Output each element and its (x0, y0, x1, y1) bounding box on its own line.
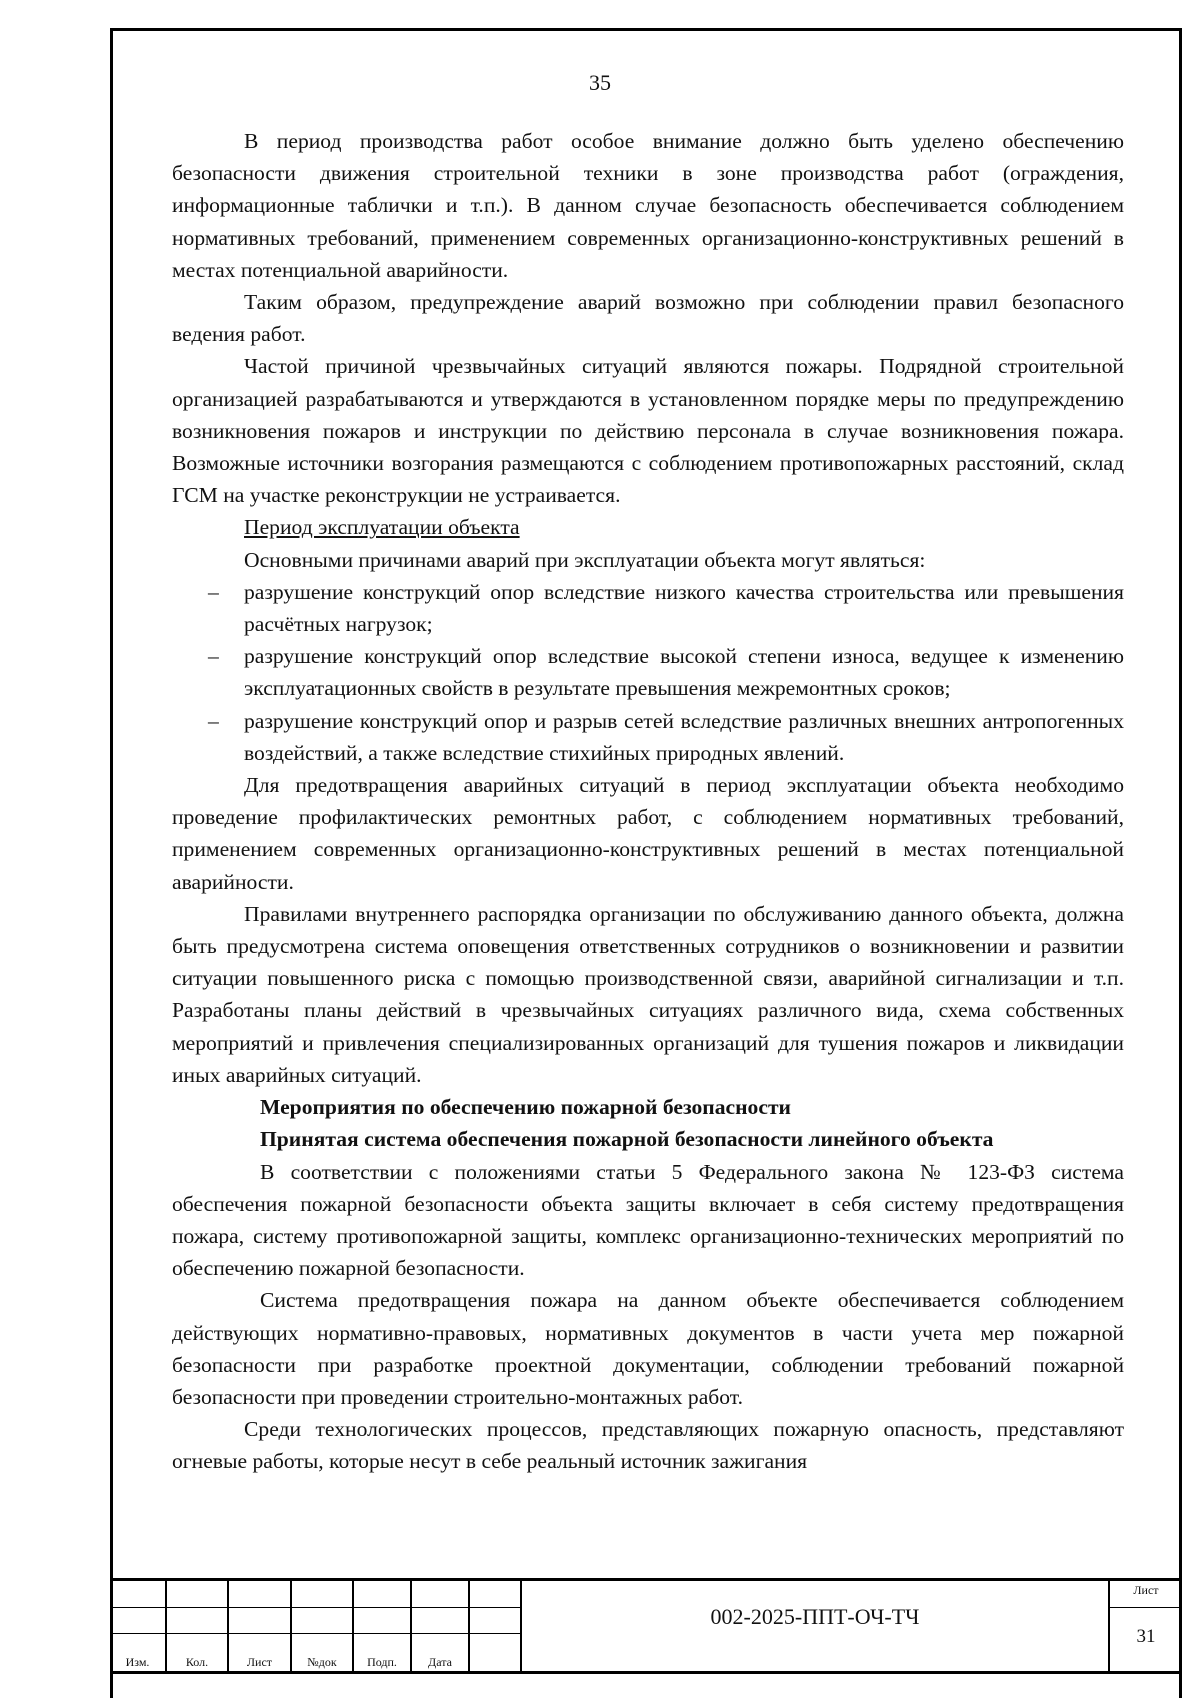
list-item: – разрушение конструкций опор вследствие высокой степени износа, ведущее к изменению эксплуатационных свойств в результате превышения межремонтных сроков; (208, 644, 1124, 701)
sheet-label: Лист (1133, 1583, 1159, 1597)
stamp-label-kol: Кол. (185, 1655, 209, 1669)
stamp-label-list: Лист (246, 1655, 273, 1669)
stamp-label-podp: Подп. (367, 1655, 397, 1669)
cause-list (172, 576, 1124, 769)
list-item: – разрушение конструкций опор и разрыв сетей вследствие различных внешних антропогенных воздействий, а также вследствие стихийных природных явлений. (208, 708, 1124, 765)
paragraph: Система предотвращения пожара на данном объекте обеспечивается соблюдением действующих нормативно-правовых, нормативных документов в части учета мер пожарной безопасности при разработке проектной документации, соблюдении требований пожарной безопасности при проведении строительно-монтажных работ. (172, 1288, 1124, 1409)
paragraph: Среди технологических процессов, представляющих пожарную опасность, представляют огневые работы, которые несут в себе реальный источник зажигания (172, 1417, 1124, 1474)
paragraph: В соответствии с положениями статьи 5 Федерального закона № 123-ФЗ система обеспечения пожарной безопасности объекта защиты включает в себя систему предотвращения пожара, систему противопожарной защиты, комплекс организационно-технических мероприятий по обеспечению пожарной безопасности. (172, 1159, 1124, 1281)
section-heading: Мероприятия по обеспечению пожарной безопасности (260, 1095, 791, 1120)
section-subtitle: Период эксплуатации объекта (244, 515, 520, 540)
document-code: 002-2025-ППТ-ОЧ-ТЧ (710, 1604, 920, 1629)
stamp-label-ndok: №док (307, 1655, 337, 1669)
page-number: 35 (589, 70, 611, 95)
list-item: – разрушение конструкций опор вследствие низкого качества строительства или превышения расчётных нагрузок; (208, 579, 1124, 637)
section-heading: Принятая система обеспечения пожарной безопасности линейного объекта (260, 1127, 994, 1152)
paragraph: Для предотвращения аварийных ситуаций в период эксплуатации объекта необходимо проведение профилактических ремонтных работ, с соблюдением нормативных требований, применением современных организационно-конструктивных решений в местах потенциальной аварийности. (172, 773, 1124, 894)
paragraph: Основными причинами аварий при эксплуатации объекта могут являться: (244, 547, 926, 572)
document-body (172, 125, 1124, 1478)
stamp-label-data: Дата (428, 1655, 452, 1669)
stamp-label-izm: Изм. (125, 1655, 150, 1669)
paragraph: В период производства работ особое внимание должно быть уделено обеспечению безопасности движения строительной техники в зоне производства работ (ограждения, информационные таблички и т.п.). В данном случае безопасность обеспечивается соблюдением нормативных требований, применением современных организационно-конструктивных решений в местах потенциальной аварийности. (172, 129, 1124, 282)
paragraph: Частой причиной чрезвычайных ситуаций являются пожары. Подрядной строительной организацией разрабатываются и утверждаются в установленном порядке меры по предупреждению возникновения пожаров и инструкции по действию персонала в случае возникновения пожара. Возможные источники возгорания размещаются с соблюдением противопожарных расстояний, склад ГСМ на участке реконструкции не устраивается. (172, 354, 1124, 508)
sheet-number: 31 (1136, 1626, 1156, 1647)
paragraph: Правилами внутреннего распорядка организации по обслуживанию данного объекта, должна быть предусмотрена система оповещения ответственных сотрудников о возникновении и развитии ситуации повышенного риска с помощью производственной связи, аварийной сигнализации и т.п. Разработаны планы действий в чрезвычайных ситуациях различного вида, схема собственных мероприятий и привлечения специализированных организаций для тушения пожаров и ликвидации иных аварийных ситуаций. (172, 901, 1124, 1087)
paragraph: Таким образом, предупреждение аварий возможно при соблюдении правил безопасного ведения работ. (172, 290, 1124, 347)
